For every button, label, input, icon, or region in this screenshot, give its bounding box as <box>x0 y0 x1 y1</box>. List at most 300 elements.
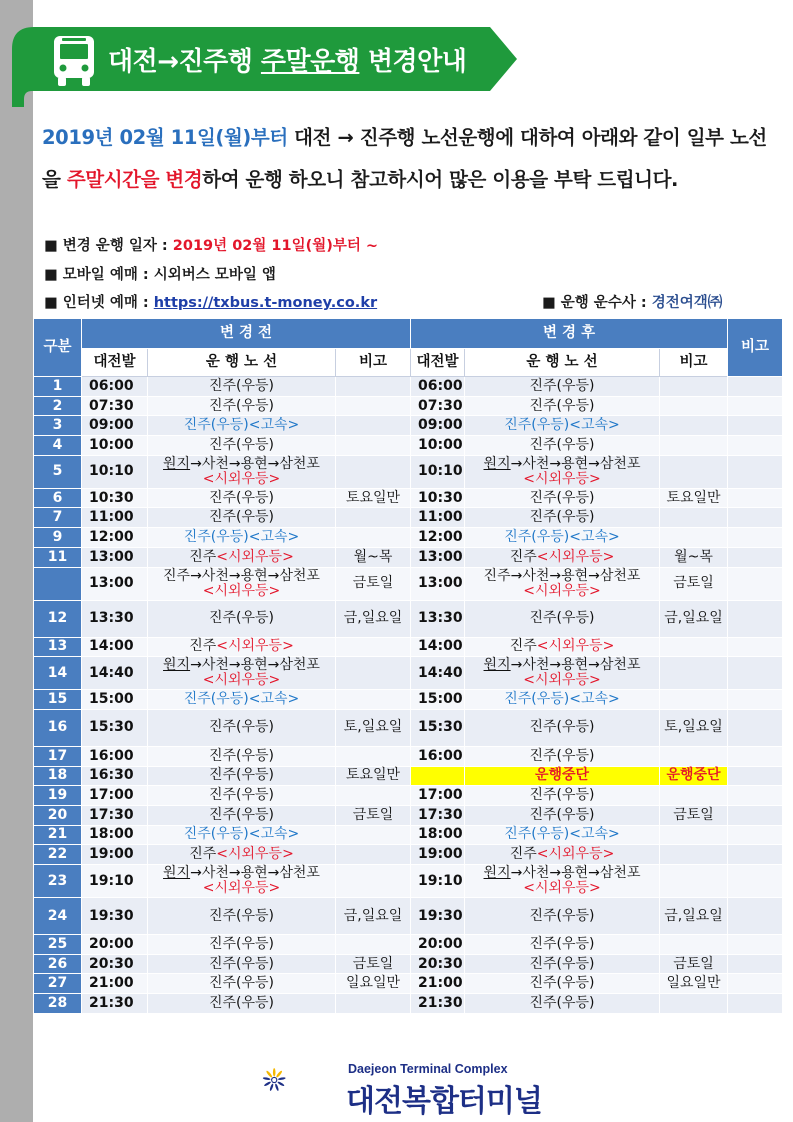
route-text: 진주(우등) <box>208 747 275 764</box>
logo-english-name: Daejeon Terminal Complex <box>348 1062 508 1076</box>
row-number: 4 <box>34 436 82 456</box>
route-cell <box>148 709 336 746</box>
schedule-table <box>33 318 783 1014</box>
route-text: 원지 <box>163 455 191 472</box>
note-before <box>336 690 411 710</box>
departure-time-before: 10:10 <box>82 455 148 488</box>
departure-time-after: 20:30 <box>411 954 465 974</box>
route-text: 진주(우등) <box>529 397 595 414</box>
table-row <box>34 455 783 488</box>
route-text: 진주(우등)<고속> <box>183 528 300 545</box>
route-text: 진주(우등) <box>208 509 275 526</box>
departure-time-before: 19:30 <box>82 898 148 935</box>
table-row <box>34 954 783 974</box>
departure-time-after: 20:00 <box>411 935 465 955</box>
table-row <box>34 766 783 786</box>
departure-time-before: 06:00 <box>82 377 148 397</box>
route-text: 진주(우등)<고속> <box>504 826 620 843</box>
route-cell <box>465 690 660 710</box>
route-text: 진주(우등) <box>529 377 595 394</box>
route-cell <box>148 488 336 508</box>
note-before <box>336 396 411 416</box>
departure-time-before: 10:30 <box>82 488 148 508</box>
departure-time-before: 15:30 <box>82 709 148 746</box>
note-after <box>660 528 728 548</box>
note-before: 금토일 <box>336 567 411 600</box>
route-text: 진주(우등) <box>208 935 275 952</box>
route-text: <시외우등> <box>216 548 294 565</box>
route-text: 진주 <box>189 638 217 655</box>
row-number: 14 <box>34 657 82 690</box>
row-number: 16 <box>34 709 82 746</box>
note-main <box>728 974 783 994</box>
note-after <box>660 416 728 436</box>
table-row <box>34 845 783 865</box>
table-row <box>34 709 783 746</box>
route-text: 진주(우등) <box>208 994 275 1011</box>
route-text: <시외우등> <box>216 638 294 655</box>
route-text: <시외우등> <box>523 582 601 599</box>
table-row <box>34 974 783 994</box>
departure-time-after: 11:00 <box>411 508 465 528</box>
route-text: 진주(우등) <box>208 806 275 823</box>
route-cell <box>465 567 660 600</box>
route-cell <box>148 436 336 456</box>
table-row <box>34 786 783 806</box>
intro-paragraph: 2019년 02월 11일(월)부터 대전 → 진주행 노선운행에 대하여 아래와 같이 일부 노선을 주말시간을 변경하여 운행 하오니 참고하시어 많은 이용을 부탁 드립니다. <box>42 126 767 191</box>
route-text: 진주(우등)<고속> <box>504 528 620 545</box>
note-main <box>728 746 783 766</box>
departure-time-after: 19:00 <box>411 845 465 865</box>
table-row <box>34 416 783 436</box>
route-text: 진주→사천→용현→삼천포 <box>163 567 320 584</box>
note-before: 금토일 <box>336 805 411 825</box>
note-before <box>336 377 411 397</box>
route-cell <box>465 845 660 865</box>
route-text: →사천→용현→삼천포 <box>510 455 641 472</box>
route-cell <box>465 657 660 690</box>
schedule-body <box>34 377 783 1014</box>
departure-time-before: 11:00 <box>82 508 148 528</box>
route-cell <box>465 974 660 994</box>
route-text: 진주(우등) <box>208 397 275 414</box>
note-main <box>728 396 783 416</box>
departure-time-after: 15:30 <box>411 709 465 746</box>
route-text: 원지 <box>483 865 511 881</box>
row-number: 18 <box>34 766 82 786</box>
route-cell <box>465 935 660 955</box>
route-cell <box>465 954 660 974</box>
row-number: 24 <box>34 898 82 935</box>
route-cell <box>148 845 336 865</box>
route-text: →사천→용현→삼천포 <box>510 657 641 674</box>
note-after <box>660 377 728 397</box>
route-cell <box>148 746 336 766</box>
sub-header-time-before: 대전발 <box>82 349 148 377</box>
departure-time-after: 14:00 <box>411 637 465 657</box>
row-number: 19 <box>34 786 82 806</box>
route-text: 진주 <box>509 548 537 565</box>
route-text: 진주(우등) <box>208 975 275 992</box>
note-after <box>660 690 728 710</box>
route-text: 진주→사천→용현→삼천포 <box>483 567 641 584</box>
note-after: 일요일만 <box>660 974 728 994</box>
route-text: →사천→용현→삼천포 <box>190 865 320 881</box>
internet-link[interactable]: https://txbus.t-money.co.kr <box>153 295 378 311</box>
note-main <box>728 455 783 488</box>
route-cell <box>148 825 336 845</box>
note-main <box>728 528 783 548</box>
note-after <box>660 825 728 845</box>
table-row <box>34 825 783 845</box>
route-cell <box>148 805 336 825</box>
note-main <box>728 508 783 528</box>
info-internet: ■ 인터넷 예매 : https://txbus.t-money.co.kr <box>44 295 378 311</box>
note-main <box>728 567 783 600</box>
route-text: 진주 <box>189 548 217 565</box>
note-main <box>728 766 783 786</box>
departure-time-before: 16:30 <box>82 766 148 786</box>
route-text: <시외우등> <box>202 582 281 599</box>
table-row <box>34 377 783 397</box>
note-main <box>728 436 783 456</box>
route-text: 진주(우등) <box>529 747 595 764</box>
note-main <box>728 954 783 974</box>
row-number: 13 <box>34 637 82 657</box>
row-number: 9 <box>34 528 82 548</box>
departure-time-after: 10:30 <box>411 488 465 508</box>
route-text: 진주(우등) <box>208 377 275 394</box>
departure-time-before: 17:30 <box>82 805 148 825</box>
route-cell <box>465 805 660 825</box>
note-before: 월~목 <box>336 547 411 567</box>
note-before <box>336 935 411 955</box>
departure-time-after: 16:00 <box>411 746 465 766</box>
route-cell <box>465 508 660 528</box>
departure-time-before: 20:30 <box>82 954 148 974</box>
route-cell <box>148 396 336 416</box>
route-text: 진주 <box>509 638 537 655</box>
table-row <box>34 567 783 600</box>
route-text: 원지 <box>483 455 511 472</box>
route-cell <box>465 786 660 806</box>
departure-time-before: 14:40 <box>82 657 148 690</box>
route-cell <box>148 865 336 898</box>
departure-time-before: 19:10 <box>82 865 148 898</box>
note-after <box>660 455 728 488</box>
note-main <box>728 690 783 710</box>
note-before: 토요일만 <box>336 488 411 508</box>
departure-time-before: 21:00 <box>82 974 148 994</box>
route-cell <box>465 746 660 766</box>
row-number: 25 <box>34 935 82 955</box>
departure-time-before: 21:30 <box>82 994 148 1014</box>
route-text: 진주 <box>509 846 537 863</box>
row-number: 2 <box>34 396 82 416</box>
departure-time-before: 14:00 <box>82 637 148 657</box>
note-main <box>728 600 783 637</box>
departure-time-after: 19:30 <box>411 898 465 935</box>
note-after <box>660 746 728 766</box>
table-row <box>34 746 783 766</box>
table-row <box>34 508 783 528</box>
note-before: 일요일만 <box>336 974 411 994</box>
note-before <box>336 416 411 436</box>
route-text: <시외우등> <box>536 638 615 655</box>
departure-time-before: 13:00 <box>82 547 148 567</box>
info-change-date: ■ 변경 운행 일자 : 2019년 02월 11일(월)부터 ~ <box>44 238 379 254</box>
route-text: 진주(우등)<고속> <box>183 417 300 434</box>
row-number: 17 <box>34 746 82 766</box>
route-cell <box>148 935 336 955</box>
note-after <box>660 994 728 1014</box>
route-text: 진주(우등) <box>208 955 275 972</box>
row-number: 20 <box>34 805 82 825</box>
note-after <box>660 865 728 898</box>
info-mobile: ■ 모바일 예매 : 시외버스 모바일 앱 <box>44 267 276 283</box>
departure-time-before: 17:00 <box>82 786 148 806</box>
left-side-bar <box>0 0 33 1122</box>
route-text: 원지 <box>483 657 511 674</box>
route-text: 진주(우등) <box>208 719 275 736</box>
row-number: 28 <box>34 994 82 1014</box>
route-text: 진주(우등) <box>529 935 595 952</box>
row-number: 3 <box>34 416 82 436</box>
note-before <box>336 746 411 766</box>
note-after <box>660 396 728 416</box>
departure-time-after <box>411 766 465 786</box>
col-group-before: 변 경 전 <box>82 319 411 349</box>
departure-time-after: 17:30 <box>411 805 465 825</box>
row-number: 11 <box>34 547 82 567</box>
departure-time-before: 13:30 <box>82 600 148 637</box>
route-text: 진주(우등) <box>208 436 275 453</box>
note-after <box>660 436 728 456</box>
col-header-no: 구분 <box>34 319 82 377</box>
route-cell <box>148 657 336 690</box>
route-cell <box>465 600 660 637</box>
note-before <box>336 994 411 1014</box>
departure-time-after: 09:00 <box>411 416 465 436</box>
table-row <box>34 528 783 548</box>
route-text: 진주(우등) <box>529 907 595 924</box>
route-cell <box>465 488 660 508</box>
terminal-logo-icon <box>262 1040 352 1120</box>
route-cell <box>465 528 660 548</box>
departure-time-before: 09:00 <box>82 416 148 436</box>
route-cell <box>148 766 336 786</box>
note-after: 금토일 <box>660 805 728 825</box>
note-after: 토,일요일 <box>660 709 728 746</box>
table-row <box>34 488 783 508</box>
col-header-note: 비고 <box>728 319 783 377</box>
note-before: 금,일요일 <box>336 600 411 637</box>
note-before: 금,일요일 <box>336 898 411 935</box>
table-row <box>34 637 783 657</box>
route-text: →사천→용현→삼천포 <box>190 657 320 674</box>
route-text: 진주 <box>189 846 217 863</box>
table-row <box>34 547 783 567</box>
route-cell <box>148 637 336 657</box>
departure-time-before: 07:30 <box>82 396 148 416</box>
departure-time-before: 12:00 <box>82 528 148 548</box>
sub-header-route-after: 운 행 노 선 <box>465 349 660 377</box>
route-text: 진주(우등) <box>208 610 275 626</box>
route-text: 진주(우등)<고속> <box>504 691 620 708</box>
note-after: 운행중단 <box>660 766 728 786</box>
departure-time-after: 15:00 <box>411 690 465 710</box>
route-cell <box>148 377 336 397</box>
route-cell <box>148 455 336 488</box>
note-after <box>660 935 728 955</box>
note-before <box>336 637 411 657</box>
bus-icon <box>50 35 98 87</box>
route-cell <box>148 508 336 528</box>
route-cell <box>148 416 336 436</box>
route-text: 원지 <box>163 657 191 674</box>
table-row <box>34 396 783 416</box>
note-before <box>336 825 411 845</box>
route-cell <box>148 994 336 1014</box>
departure-time-after: 12:00 <box>411 528 465 548</box>
note-main <box>728 865 783 898</box>
route-text: <시외우등> <box>202 470 281 487</box>
note-before: 토,일요일 <box>336 709 411 746</box>
departure-time-after: 21:00 <box>411 974 465 994</box>
route-text: 진주(우등) <box>529 806 595 823</box>
route-text: 진주(우등)<고속> <box>504 417 620 434</box>
departure-time-before: 19:00 <box>82 845 148 865</box>
row-number: 6 <box>34 488 82 508</box>
route-text: <시외우등> <box>523 672 601 689</box>
departure-time-after: 13:00 <box>411 547 465 567</box>
route-cell <box>465 436 660 456</box>
note-main <box>728 786 783 806</box>
table-row <box>34 690 783 710</box>
route-cell <box>465 455 660 488</box>
departure-time-after: 10:00 <box>411 436 465 456</box>
departure-time-after: 13:00 <box>411 567 465 600</box>
departure-time-after: 14:40 <box>411 657 465 690</box>
route-cell <box>465 898 660 935</box>
route-cell <box>148 898 336 935</box>
col-group-after: 변 경 후 <box>411 319 728 349</box>
row-number: 7 <box>34 508 82 528</box>
logo-korean-name: 대전복합터미널 <box>346 1084 542 1119</box>
note-before <box>336 845 411 865</box>
note-after: 금토일 <box>660 567 728 600</box>
row-number: 23 <box>34 865 82 898</box>
note-after <box>660 637 728 657</box>
note-after: 월~목 <box>660 547 728 567</box>
table-row <box>34 898 783 935</box>
route-text: <시외우등> <box>202 880 281 896</box>
route-cell <box>148 528 336 548</box>
page-title: 대전→진주행 주말운행 변경안내 <box>108 47 467 77</box>
note-before: 금토일 <box>336 954 411 974</box>
route-text: <시외우등> <box>216 846 294 863</box>
route-text: 진주(우등) <box>208 787 275 804</box>
route-text: →사천→용현→삼천포 <box>190 455 320 472</box>
route-cell <box>148 954 336 974</box>
route-cell <box>465 377 660 397</box>
note-before <box>336 455 411 488</box>
intro-date: 2019년 02월 11일(월)부터 <box>42 126 288 149</box>
route-cell <box>465 709 660 746</box>
note-main <box>728 488 783 508</box>
note-after: 금토일 <box>660 954 728 974</box>
table-row <box>34 935 783 955</box>
route-text: <시외우등> <box>523 470 601 487</box>
route-text: 진주(우등) <box>529 787 595 804</box>
intro-highlight: 주말시간을 변경 <box>66 168 203 191</box>
note-after <box>660 657 728 690</box>
row-number: 1 <box>34 377 82 397</box>
route-text: 진주(우등) <box>529 610 595 626</box>
departure-time-after: 19:10 <box>411 865 465 898</box>
note-after: 금,일요일 <box>660 600 728 637</box>
row-number: 26 <box>34 954 82 974</box>
table-row <box>34 600 783 637</box>
route-cell <box>465 637 660 657</box>
note-main <box>728 377 783 397</box>
route-text: 진주(우등)<고속> <box>183 826 300 843</box>
route-cell <box>465 766 660 786</box>
note-main <box>728 845 783 865</box>
note-main <box>728 547 783 567</box>
note-after <box>660 508 728 528</box>
sub-header-route-before: 운 행 노 선 <box>148 349 336 377</box>
departure-time-after: 18:00 <box>411 825 465 845</box>
route-text: <시외우등> <box>523 880 601 896</box>
route-cell <box>465 994 660 1014</box>
route-cell <box>148 974 336 994</box>
note-before <box>336 865 411 898</box>
note-before <box>336 508 411 528</box>
note-main <box>728 709 783 746</box>
departure-time-after: 17:00 <box>411 786 465 806</box>
route-text: 진주(우등)<고속> <box>183 691 300 708</box>
row-number: 5 <box>34 455 82 488</box>
route-cell <box>465 396 660 416</box>
note-after <box>660 786 728 806</box>
route-text: 진주(우등) <box>529 975 595 992</box>
route-cell <box>465 865 660 898</box>
departure-time-after: 13:30 <box>411 600 465 637</box>
table-row <box>34 994 783 1014</box>
route-text: →사천→용현→삼천포 <box>510 865 641 881</box>
route-cell <box>148 600 336 637</box>
info-operator: ■ 운행 운수사 : 경전여객㈜ <box>542 295 723 311</box>
departure-time-after: 21:30 <box>411 994 465 1014</box>
note-main <box>728 935 783 955</box>
departure-time-after: 07:30 <box>411 396 465 416</box>
row-number: 21 <box>34 825 82 845</box>
table-row <box>34 436 783 456</box>
table-row <box>34 657 783 690</box>
note-main <box>728 825 783 845</box>
note-main <box>728 657 783 690</box>
table-row <box>34 805 783 825</box>
route-cell <box>465 416 660 436</box>
note-before <box>336 528 411 548</box>
note-after <box>660 845 728 865</box>
departure-time-before: 15:00 <box>82 690 148 710</box>
row-number: 27 <box>34 974 82 994</box>
row-number: 22 <box>34 845 82 865</box>
route-text: 운행중단 <box>534 767 590 784</box>
departure-time-before: 13:00 <box>82 567 148 600</box>
